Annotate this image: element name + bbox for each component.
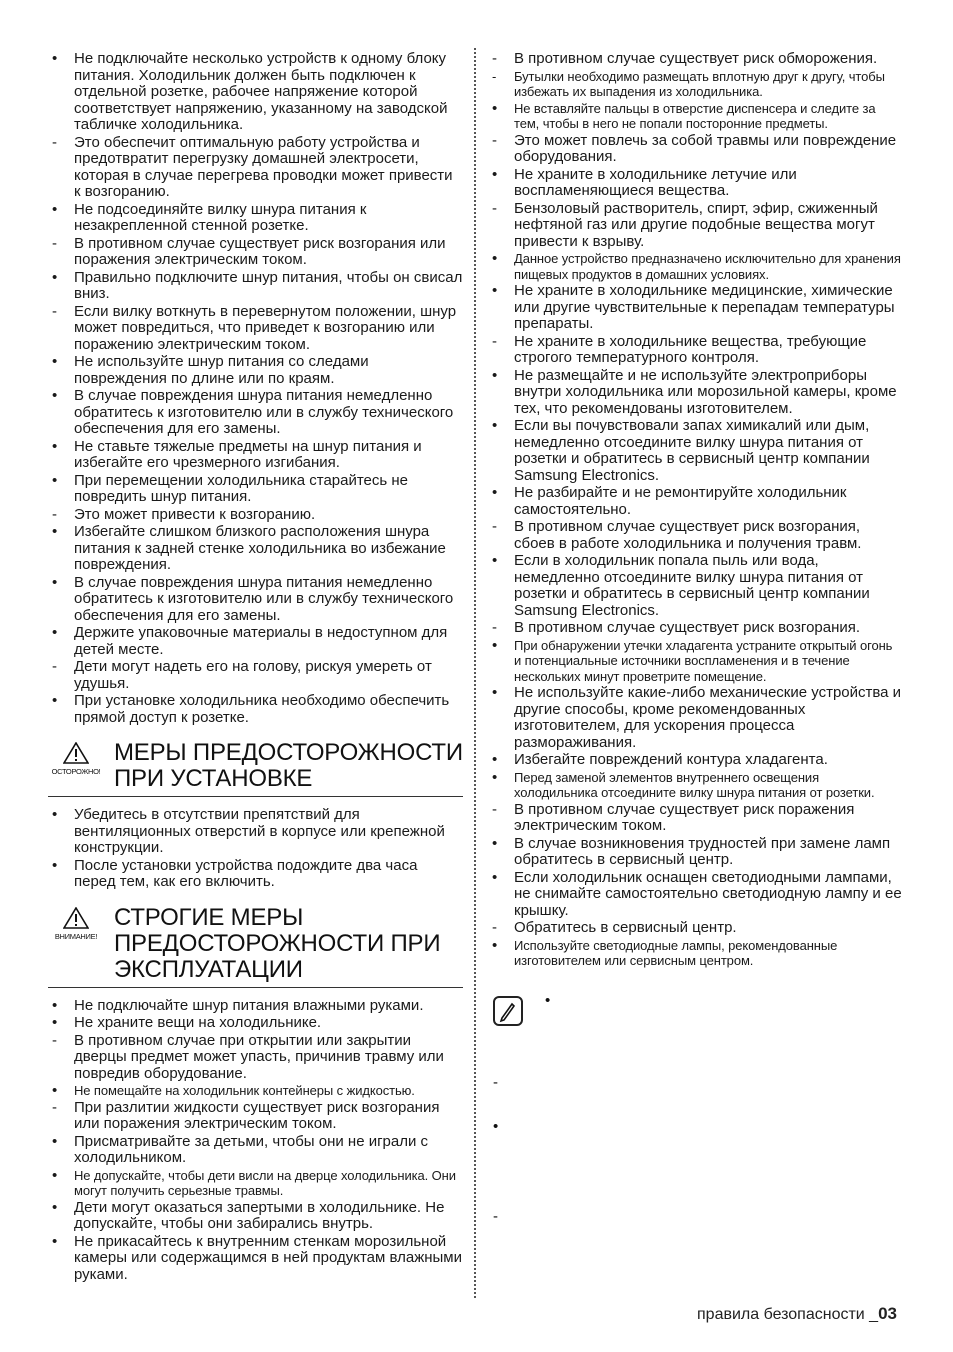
list-item <box>48 1015 463 1032</box>
item-text: Если холодильник оснащен светодиодными лампами, не снимайте самостоятельно светодиодную лампу и ее крышку. <box>514 868 902 919</box>
item-text: Избегайте повреждений контура хладагента. <box>514 751 828 768</box>
item-text: Не храните в холодильнике вещества, требующие строгого температурного контроля. <box>514 332 867 366</box>
item-text: При обнаружении утечки хладагента устраните открытый огонь и потенциальные источники воспламенения и в течение нескольких минут проветрите помещение. <box>514 637 893 684</box>
list-item <box>48 693 463 726</box>
list-item <box>48 1168 463 1199</box>
item-text: Дети могут надеть его на голову, рискуя умереть от удушья. <box>74 658 432 692</box>
item-text: Присматривайте за детьми, чтобы они не играли с холодильником. <box>74 1132 429 1166</box>
item-text: В противном случае существует риск возгорания, сбоев в работе холодильника и получения травм. <box>514 518 862 552</box>
item-text: Не подключайте шнур питания влажными руками. <box>74 996 424 1014</box>
dash-marker: - <box>492 131 497 149</box>
list-item <box>48 625 463 658</box>
bullet-marker: • <box>492 684 498 701</box>
list-item <box>48 51 463 134</box>
dash-marker: - <box>492 332 497 350</box>
list-item <box>488 485 903 518</box>
bullet-marker: • <box>52 268 58 286</box>
item-text: Это может повлечь за собой травмы или повреждение оборудования. <box>514 131 897 165</box>
list-item <box>48 575 463 625</box>
item-text: Не подключайте несколько устройств к одному блоку питания. Холодильник должен быть подключен к отдельной розетке, рабочее напряжение которой соответствует напряжению, указанному на заводской табличке холодильника. <box>74 50 448 133</box>
item-text: Не разбирайте и не ремонтируйте холодильник самостоятельно. <box>514 484 847 518</box>
right-column <box>488 51 903 970</box>
list-item <box>488 418 903 484</box>
item-text: Не используйте какие-либо механические устройства и другие способы, кроме рекомендованных изготовителем, для ускорения процесса размораживания. <box>514 684 902 751</box>
bullet-marker: • <box>492 868 498 886</box>
section-title: СТРОГИЕ МЕРЫ ПРЕДОСТОРОЖНОСТИ ПРИ ЭКСПЛУАТАЦИИ <box>114 903 441 983</box>
item-text: Бутылки необходимо размещать вплотную друг к другу, чтобы избежать их выпадения из холодильника. <box>514 68 885 99</box>
note-dash: - <box>493 1208 498 1225</box>
bullet-marker: • <box>52 471 58 489</box>
item-text: Если вилку воткнуть в перевернутом положении, шнур может повредиться, что приведет к возгоранию или поражению электрическим током. <box>74 302 457 353</box>
list-item <box>488 920 903 937</box>
list-item <box>488 51 903 68</box>
item-text: Не храните в холодильнике летучие или воспламеняющиеся вещества. <box>514 165 797 199</box>
dash-marker: - <box>52 505 57 523</box>
caution-label: ОСТОРОЖНО! <box>51 767 101 776</box>
item-text: Дети могут оказаться запертыми в холодильнике. Не допускайте, чтобы они забирались внутрь. <box>74 1198 445 1232</box>
item-text: В противном случае при открытии или закрытии дверцы предмет может упасть, причинив травму или повредив оборудование. <box>74 1031 444 1082</box>
item-text: В противном случае существует риск возгорания. <box>514 619 861 636</box>
list-item <box>48 507 463 524</box>
item-text: Бензоловый растворитель, спирт, эфир, сжиженный нефтяной газ или другие подобные вещества могут привести к взрыву. <box>514 199 878 250</box>
list-item <box>48 388 463 438</box>
item-text: Правильно подключите шнур питания, чтобы он свисал вниз. <box>74 268 463 302</box>
bullet-marker: • <box>492 417 498 434</box>
bullet-marker: • <box>52 1082 58 1099</box>
list-item <box>48 1033 463 1083</box>
item-text: В противном случае существует риск поражения электрическим током. <box>514 800 855 834</box>
caution-warning-icon <box>48 742 104 776</box>
bullet-marker: • <box>492 282 498 299</box>
list-item <box>488 167 903 200</box>
bullet-marker: • <box>492 834 498 852</box>
item-text: Держите упаковочные материалы в недоступном для детей месте. <box>74 624 448 658</box>
bullet-marker: • <box>492 250 498 267</box>
list-item <box>488 870 903 920</box>
note-icon <box>493 996 523 1026</box>
item-text: Не помещайте на холодильник контейнеры с жидкостью. <box>74 1083 415 1098</box>
bullet-marker: • <box>52 1014 58 1031</box>
list-item <box>48 439 463 472</box>
bullet-marker: • <box>52 353 58 370</box>
list-item <box>488 201 903 251</box>
item-text: Обратитесь в сервисный центр. <box>514 919 737 936</box>
left-column <box>48 51 463 1284</box>
note-bullet: • <box>493 1118 499 1135</box>
bullet-marker: • <box>52 1132 58 1150</box>
list-item <box>48 135 463 201</box>
list-item <box>488 133 903 166</box>
bullet-marker: • <box>52 523 58 540</box>
operation-list <box>48 998 463 1284</box>
installation-list <box>48 807 463 891</box>
right-list <box>488 51 903 969</box>
item-text: В случае повреждения шнура питания немедленно обратитесь к изготовителю или в службу технического обеспечения для его замены. <box>74 387 454 437</box>
bullet-marker: • <box>52 806 58 823</box>
dash-marker: - <box>492 619 497 636</box>
bullet-marker: • <box>492 768 498 786</box>
bullet-marker: • <box>52 692 58 709</box>
bullet-marker: • <box>52 1198 58 1216</box>
list-item <box>48 858 463 891</box>
item-text: Не ставьте тяжелые предметы на шнур питания и избегайте его чрезмерного изгибания. <box>74 437 422 471</box>
list-item <box>48 236 463 269</box>
warning-label: ВНИМАНИЕ! <box>54 931 98 941</box>
list-item <box>488 251 903 282</box>
bullet-marker: • <box>52 1232 58 1250</box>
item-text: Не допускайте, чтобы дети висли на дверце холодильника. Они могут получить серьезные травмы. <box>74 1167 456 1198</box>
warning-icon <box>48 907 104 941</box>
item-text: В противном случае существует риск обморожения. <box>514 50 878 67</box>
bullet-marker: • <box>492 165 498 183</box>
item-text: В случае возникновения трудностей при замене ламп обратитесь в сервисный центр. <box>514 834 891 868</box>
list-item <box>48 270 463 303</box>
list-item <box>488 770 903 801</box>
item-text: В противном случае существует риск возгорания или поражения электрическим током. <box>74 234 446 268</box>
list-item <box>488 752 903 769</box>
page-number: 03 <box>878 1304 897 1323</box>
dash-marker: - <box>52 658 57 675</box>
item-text: При перемещении холодильника старайтесь не повредить шнур питания. <box>74 471 408 505</box>
list-item <box>488 519 903 552</box>
bullet-marker: • <box>492 484 498 501</box>
list-item <box>488 638 903 685</box>
item-text: Данное устройство предназначено исключительно для хранения пищевых продуктов в домашних условиях. <box>514 251 901 282</box>
bullet-marker: • <box>52 50 58 67</box>
dash-marker: - <box>52 302 57 320</box>
bullet-marker: • <box>52 200 58 218</box>
section-heading-installation <box>48 740 463 797</box>
bullet-marker: • <box>52 437 58 455</box>
list-item <box>48 807 463 857</box>
note-dash: - <box>493 1074 498 1091</box>
list-item <box>48 998 463 1015</box>
list-item <box>488 69 903 100</box>
list-item <box>488 553 903 619</box>
list-item <box>48 473 463 506</box>
list-item <box>488 368 903 418</box>
list-item <box>488 938 903 969</box>
bullet-marker: • <box>492 552 498 569</box>
bullet-marker: • <box>492 751 498 768</box>
list-item <box>48 202 463 235</box>
list-item <box>488 685 903 751</box>
item-text: Не используйте шнур питания со следами повреждения по длине или по краям. <box>74 353 369 387</box>
list-item <box>48 1200 463 1233</box>
dash-marker: - <box>492 919 497 936</box>
bullet-marker: • <box>52 996 58 1014</box>
list-item <box>48 1234 463 1284</box>
bullet-marker: • <box>52 573 58 591</box>
list-item <box>48 1100 463 1133</box>
bullet-marker: • <box>492 936 498 954</box>
section-title: МЕРЫ ПРЕДОСТОРОЖНОСТИ ПРИ УСТАНОВКЕ <box>114 739 463 792</box>
bullet-marker: • <box>52 387 58 404</box>
dash-marker: - <box>492 50 497 67</box>
item-text: Не храните вещи на холодильнике. <box>74 1014 322 1031</box>
item-text: Если в холодильник попала пыль или вода, немедленно отсоедините вилку шнура питания от розетки и обратитесь в сервисный центр компании Samsung Electronics. <box>514 552 870 619</box>
item-text: Используйте светодиодные лампы, рекомендованные изготовителем или сервисным центром. <box>514 937 838 968</box>
page-footer <box>697 1304 897 1324</box>
list-item <box>488 802 903 835</box>
dash-marker: - <box>52 234 57 252</box>
list-item <box>488 836 903 869</box>
item-text: Убедитесь в отсутствии препятствий для вентиляционных отверстий в корпусе или крепежной конструкции. <box>74 806 445 856</box>
dash-marker: - <box>52 133 57 151</box>
item-text: Если вы почувствовали запах химикалий или дым, немедленно отсоедините вилку шнура питания от розетки и обратитесь в сервисный центр компании Samsung Electronics. <box>514 417 870 484</box>
list-item <box>48 354 463 387</box>
item-text: Не вставляйте пальцы в отверстие диспенсера и следите за тем, чтобы в него не попали посторонние предметы. <box>514 100 876 131</box>
item-text: Это может привести к возгоранию. <box>74 505 316 523</box>
list-item <box>48 1083 463 1099</box>
bullet-marker: • <box>52 856 58 874</box>
list-item <box>48 304 463 354</box>
dash-marker: - <box>492 199 497 217</box>
list-item <box>48 1134 463 1167</box>
list-item <box>488 101 903 132</box>
item-text: В случае повреждения шнура питания немедленно обратитесь к изготовителю или в службу технического обеспечения для его замены. <box>74 573 454 624</box>
item-text: При разлитии жидкости существует риск возгорания или поражения электрическим током. <box>74 1098 440 1132</box>
dash-marker: - <box>492 68 497 84</box>
bullet-marker: • <box>492 366 498 384</box>
item-text: Не прикасайтесь к внутренним стенкам морозильной камеры или содержащимся в ней продуктам влажными руками. <box>74 1232 462 1283</box>
item-text: Не подсоединяйте вилку шнура питания к незакрепленной стенной розетке. <box>74 200 367 234</box>
note-bullet: • <box>545 992 551 1009</box>
footer-label: правила безопасности _ <box>697 1306 879 1323</box>
item-text: Не размещайте и не используйте электроприборы внутри холодильника или морозильной камеры, кроме тех, что рекомендованы изготовителем. <box>514 366 897 417</box>
item-text: Избегайте слишком близкого расположения шнура питания к задней стенке холодильника во избежание повреждения. <box>74 523 446 573</box>
item-text: Это обеспечит оптимальную работу устройства и предотвратит перегрузку домашней электросети, которая в случае перегрева проводки может привести к возгоранию. <box>74 133 453 200</box>
dash-marker: - <box>52 1098 57 1116</box>
left-top-list <box>48 51 463 726</box>
dash-marker: - <box>492 518 497 535</box>
list-item <box>488 283 903 333</box>
item-text: После установки устройства подождите два часа перед тем, как его включить. <box>74 856 418 890</box>
bullet-marker: • <box>52 1166 58 1184</box>
list-item <box>488 334 903 367</box>
section-heading-operation <box>48 905 463 988</box>
bullet-marker: • <box>492 99 498 117</box>
column-divider <box>474 48 476 1298</box>
bullet-marker: • <box>492 636 498 654</box>
item-text: При установке холодильника необходимо обеспечить прямой доступ к розетке. <box>74 692 450 726</box>
dash-marker: - <box>52 1031 57 1049</box>
list-item <box>48 659 463 692</box>
dash-marker: - <box>492 800 497 818</box>
item-text: Перед заменой элементов внутреннего освещения холодильника отсоедините вилку шнура питания от розетки. <box>514 769 875 800</box>
bullet-marker: • <box>52 624 58 641</box>
list-item <box>48 524 463 574</box>
item-text: Не храните в холодильнике медицинские, химические или другие чувствительные к перепадам температуры препараты. <box>514 282 895 332</box>
list-item <box>488 620 903 637</box>
